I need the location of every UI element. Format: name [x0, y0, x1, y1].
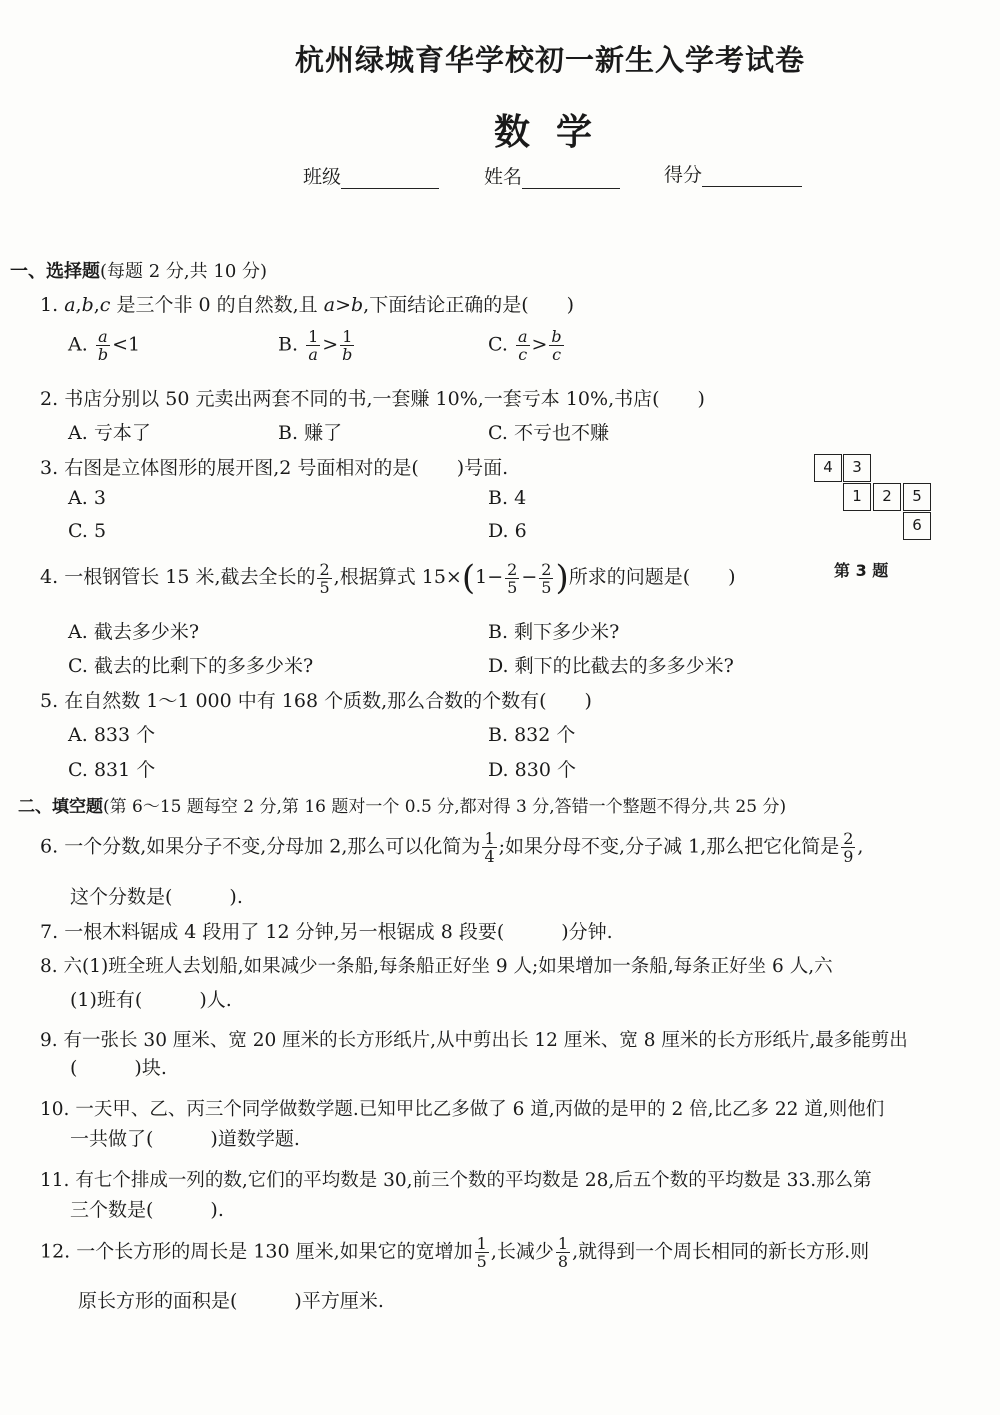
q2-option-c[interactable]	[488, 418, 609, 445]
q4-minus: −	[521, 566, 538, 588]
option-label: A.	[68, 487, 88, 509]
q3-text: 右图是立体图形的展开图,2 号面相对的是( )号面.	[64, 457, 509, 479]
option-label: B.	[278, 422, 299, 444]
section1-note: (每题 2 分,共 10 分)	[100, 261, 268, 282]
q5-option-d[interactable]	[488, 755, 576, 782]
net-face: 2	[873, 483, 901, 511]
question-2	[40, 384, 705, 411]
q8-text: 六(1)班全班人去划船,如果减少一条船,每条船正好坐 9 人;如果增加一条船,每条正好坐 6 人,六	[63, 956, 833, 977]
option-label: B.	[278, 333, 299, 356]
fraction-denominator: a	[308, 345, 318, 364]
option-text: 4	[514, 487, 527, 509]
name-label: 姓名	[484, 166, 523, 188]
score-label: 得分	[664, 164, 703, 186]
q4-option-d[interactable]	[488, 651, 734, 678]
close-paren: )	[555, 558, 569, 598]
fraction-numerator: 1	[484, 829, 495, 848]
q5-option-a[interactable]	[68, 720, 155, 747]
option-label: D.	[488, 655, 509, 677]
section2-note: (第 6～15 题每空 2 分,第 16 题对一个 0.5 分,都对得 3 分,答错一个整题不得分,共 25 分)	[103, 797, 787, 817]
q12-text: 一个长方形的周长是 130 厘米,如果它的宽增加	[76, 1240, 473, 1263]
fraction-denominator: 5	[319, 577, 330, 597]
q1-cond-b: b	[350, 294, 364, 316]
open-paren: (	[461, 558, 476, 598]
score-field	[664, 160, 802, 187]
question-12	[40, 1235, 869, 1270]
fraction-numerator: 2	[319, 559, 330, 579]
fraction-denominator: 5	[476, 1252, 487, 1271]
option-text: 截去多少米?	[93, 621, 199, 643]
q6-text-mid: ;如果分母不变,分子减 1,那么把它化简是	[498, 835, 840, 858]
option-relation: >	[531, 333, 548, 356]
q12-text-mid: ,长减少	[490, 1240, 554, 1263]
option-text: 832 个	[514, 724, 576, 746]
q9-line2[interactable]: ( )块.	[70, 1057, 167, 1079]
option-text: 剩下多少米?	[514, 621, 620, 643]
q1-sep2: ,	[93, 294, 100, 316]
q2-text: 书店分别以 50 元卖出两套不同的书,一套赚 10%,一套亏本 10%,书店( )	[64, 388, 705, 410]
q4-number: 4.	[40, 566, 59, 588]
question-8	[40, 952, 833, 978]
option-label: D.	[488, 759, 509, 781]
option-relation: >	[322, 333, 339, 356]
q1-text-end: ,下面结论正确的是( )	[363, 294, 575, 316]
fraction-numerator: a	[98, 327, 108, 346]
q4-text-mid: ,根据算式 15×	[333, 566, 462, 588]
section2-title: 二、填空题	[18, 797, 103, 817]
q11-number: 11.	[40, 1170, 70, 1191]
q2-number: 2.	[40, 388, 59, 410]
option-label: A.	[68, 422, 88, 444]
fraction	[539, 561, 553, 596]
fraction-denominator: 9	[843, 847, 854, 866]
q10-line2[interactable]: 一共做了( )道数学题.	[70, 1128, 300, 1150]
q11-text: 有七个排成一列的数,它们的平均数是 30,前三个数的平均数是 28,后五个数的平均数是 33.那么第	[75, 1170, 872, 1191]
fraction	[549, 328, 563, 363]
option-label: C.	[68, 520, 88, 542]
q4-option-b[interactable]	[488, 617, 619, 644]
question-6	[40, 830, 863, 865]
fraction-numerator: 1	[342, 327, 353, 346]
option-text: 831 个	[93, 759, 156, 781]
net-face: 4	[814, 454, 842, 482]
q1-option-a[interactable]	[68, 328, 140, 363]
q1-cond-a: a	[323, 294, 336, 316]
option-label: C.	[68, 759, 88, 781]
question-10	[40, 1095, 884, 1121]
q9-number: 9.	[40, 1030, 58, 1051]
q6-text: 一个分数,如果分子不变,分母加 2,那么可以化简为	[64, 835, 481, 858]
option-label: C.	[68, 655, 88, 677]
q2-option-b[interactable]	[278, 418, 342, 445]
question-1	[40, 290, 574, 317]
q12-number: 12.	[40, 1240, 71, 1263]
option-text: 不亏也不赚	[513, 422, 609, 444]
q4-option-a[interactable]	[68, 617, 199, 644]
class-blank[interactable]	[341, 170, 439, 189]
fraction-numerator: 2	[507, 559, 518, 579]
option-label: A.	[68, 724, 88, 746]
fraction-denominator: c	[552, 345, 562, 364]
q8-number: 8.	[40, 956, 58, 977]
fraction-denominator: c	[518, 345, 528, 364]
q6-text-end: ,	[857, 835, 864, 858]
q1-var-a: a	[64, 294, 76, 316]
q1-var-b: b	[81, 294, 94, 316]
option-text: 830 个	[514, 759, 576, 781]
option-text: 833 个	[93, 724, 156, 746]
q1-number: 1.	[40, 294, 59, 316]
q4-text: 一根钢管长 15 米,截去全长的	[64, 566, 316, 588]
fraction	[841, 830, 855, 865]
section1-heading	[10, 257, 267, 283]
fraction-denominator: 4	[484, 847, 495, 866]
q1-sep1: ,	[75, 294, 82, 316]
name-blank[interactable]	[522, 170, 620, 189]
fraction-denominator: b	[97, 345, 109, 364]
q4-option-c[interactable]	[68, 651, 313, 678]
question-11	[40, 1166, 872, 1192]
fraction-numerator: 2	[843, 829, 854, 848]
q5-number: 5.	[40, 690, 59, 712]
net-face: 5	[903, 483, 931, 511]
fraction-numerator: b	[551, 327, 562, 346]
option-text: 赚了	[304, 422, 343, 444]
fraction-denominator: 5	[541, 577, 552, 597]
q3-option-d[interactable]	[488, 520, 527, 542]
option-label: A.	[68, 333, 88, 356]
section1-title: 一、选择题	[10, 261, 100, 282]
fraction-numerator: a	[517, 327, 528, 346]
fraction	[516, 328, 530, 363]
subject-title: 数学	[494, 112, 619, 153]
fraction-numerator: 1	[476, 1234, 487, 1253]
score-blank[interactable]	[702, 168, 802, 187]
q3-number: 3.	[40, 457, 59, 479]
q7-text[interactable]: 一根木料锯成 4 段用了 12 分钟,另一根锯成 8 段要( )分钟.	[64, 921, 613, 943]
fraction	[482, 830, 496, 865]
option-text: 5	[93, 520, 107, 542]
fraction-numerator: 1	[308, 327, 319, 346]
fraction	[340, 328, 354, 363]
fraction-numerator: 1	[557, 1234, 569, 1253]
q1-cond-gt: >	[335, 294, 351, 316]
fraction-denominator: b	[342, 345, 353, 364]
class-field	[303, 162, 439, 189]
q1-option-c[interactable]	[488, 328, 566, 363]
question-9	[40, 1026, 908, 1052]
option-label: B.	[488, 621, 509, 643]
q5-option-c[interactable]	[68, 755, 155, 782]
question-5	[40, 686, 592, 713]
q5-text: 在自然数 1～1 000 中有 168 个质数,那么合数的个数有( )	[64, 690, 592, 712]
name-field	[484, 162, 620, 189]
q12-line2[interactable]: 原长方形的面积是( )平方厘米.	[78, 1290, 384, 1312]
class-label: 班级	[303, 166, 342, 188]
q6-line2[interactable]: 这个分数是( ).	[70, 886, 243, 908]
figure-caption: 第 3 题	[834, 561, 889, 580]
fraction	[317, 561, 331, 596]
fraction-numerator: 2	[541, 559, 552, 579]
fraction	[306, 328, 320, 363]
fraction	[475, 1235, 489, 1270]
q12-text-end: ,就得到一个周长相同的新长方形.则	[572, 1240, 870, 1263]
net-face: 1	[843, 483, 871, 511]
question-7	[40, 917, 613, 944]
q7-number: 7.	[40, 921, 59, 943]
fraction	[505, 561, 519, 596]
q1-text: 是三个非 0 的自然数,且	[110, 294, 324, 316]
q9-text: 有一张长 30 厘米、宽 20 厘米的长方形纸片,从中剪出长 12 厘米、宽 8 厘米的长方形纸片,最多能剪出	[63, 1030, 908, 1051]
option-label: D.	[488, 520, 509, 542]
question-3	[40, 453, 508, 480]
option-text: 6	[514, 520, 527, 542]
net-face: 3	[843, 454, 871, 482]
question-4	[40, 558, 736, 598]
option-label: B.	[488, 487, 509, 509]
net-face: 6	[903, 512, 931, 540]
q2-option-a[interactable]	[68, 418, 151, 445]
q1-option-b[interactable]	[278, 328, 356, 363]
option-label: C.	[488, 333, 508, 356]
fraction	[556, 1235, 570, 1270]
option-text: 亏本了	[93, 422, 151, 444]
section2-heading	[18, 792, 786, 817]
option-label: A.	[68, 621, 88, 643]
q3-option-a[interactable]	[68, 487, 106, 509]
fraction-denominator: 8	[557, 1252, 569, 1271]
q4-expr: 1−	[475, 566, 504, 588]
q8-line2[interactable]: (1)班有( )人.	[70, 989, 232, 1011]
q6-number: 6.	[40, 835, 59, 858]
exam-title: 杭州绿城育华学校初一新生入学考试卷	[295, 43, 806, 77]
option-text: 剩下的比截去的多多少米?	[514, 655, 734, 677]
fraction-denominator: 5	[507, 577, 518, 597]
option-label: C.	[488, 422, 508, 444]
q3-option-c[interactable]	[68, 520, 106, 542]
q3-option-b[interactable]	[488, 487, 526, 509]
option-label: B.	[488, 724, 509, 746]
q10-number: 10.	[40, 1099, 70, 1120]
q5-option-b[interactable]	[488, 720, 575, 747]
fraction	[96, 328, 110, 363]
q11-line2[interactable]: 三个数是( ).	[70, 1199, 224, 1221]
q4-text-end: 所求的问题是( )	[568, 566, 736, 588]
q10-text: 一天甲、乙、丙三个同学做数学题.已知甲比乙多做了 6 道,丙做的是甲的 2 倍,比乙多 22 道,则他们	[75, 1099, 885, 1120]
option-relation: <1	[112, 333, 141, 356]
q1-var-c: c	[99, 294, 111, 316]
option-text: 3	[93, 487, 106, 509]
option-text: 截去的比剩下的多多少米?	[93, 655, 314, 677]
